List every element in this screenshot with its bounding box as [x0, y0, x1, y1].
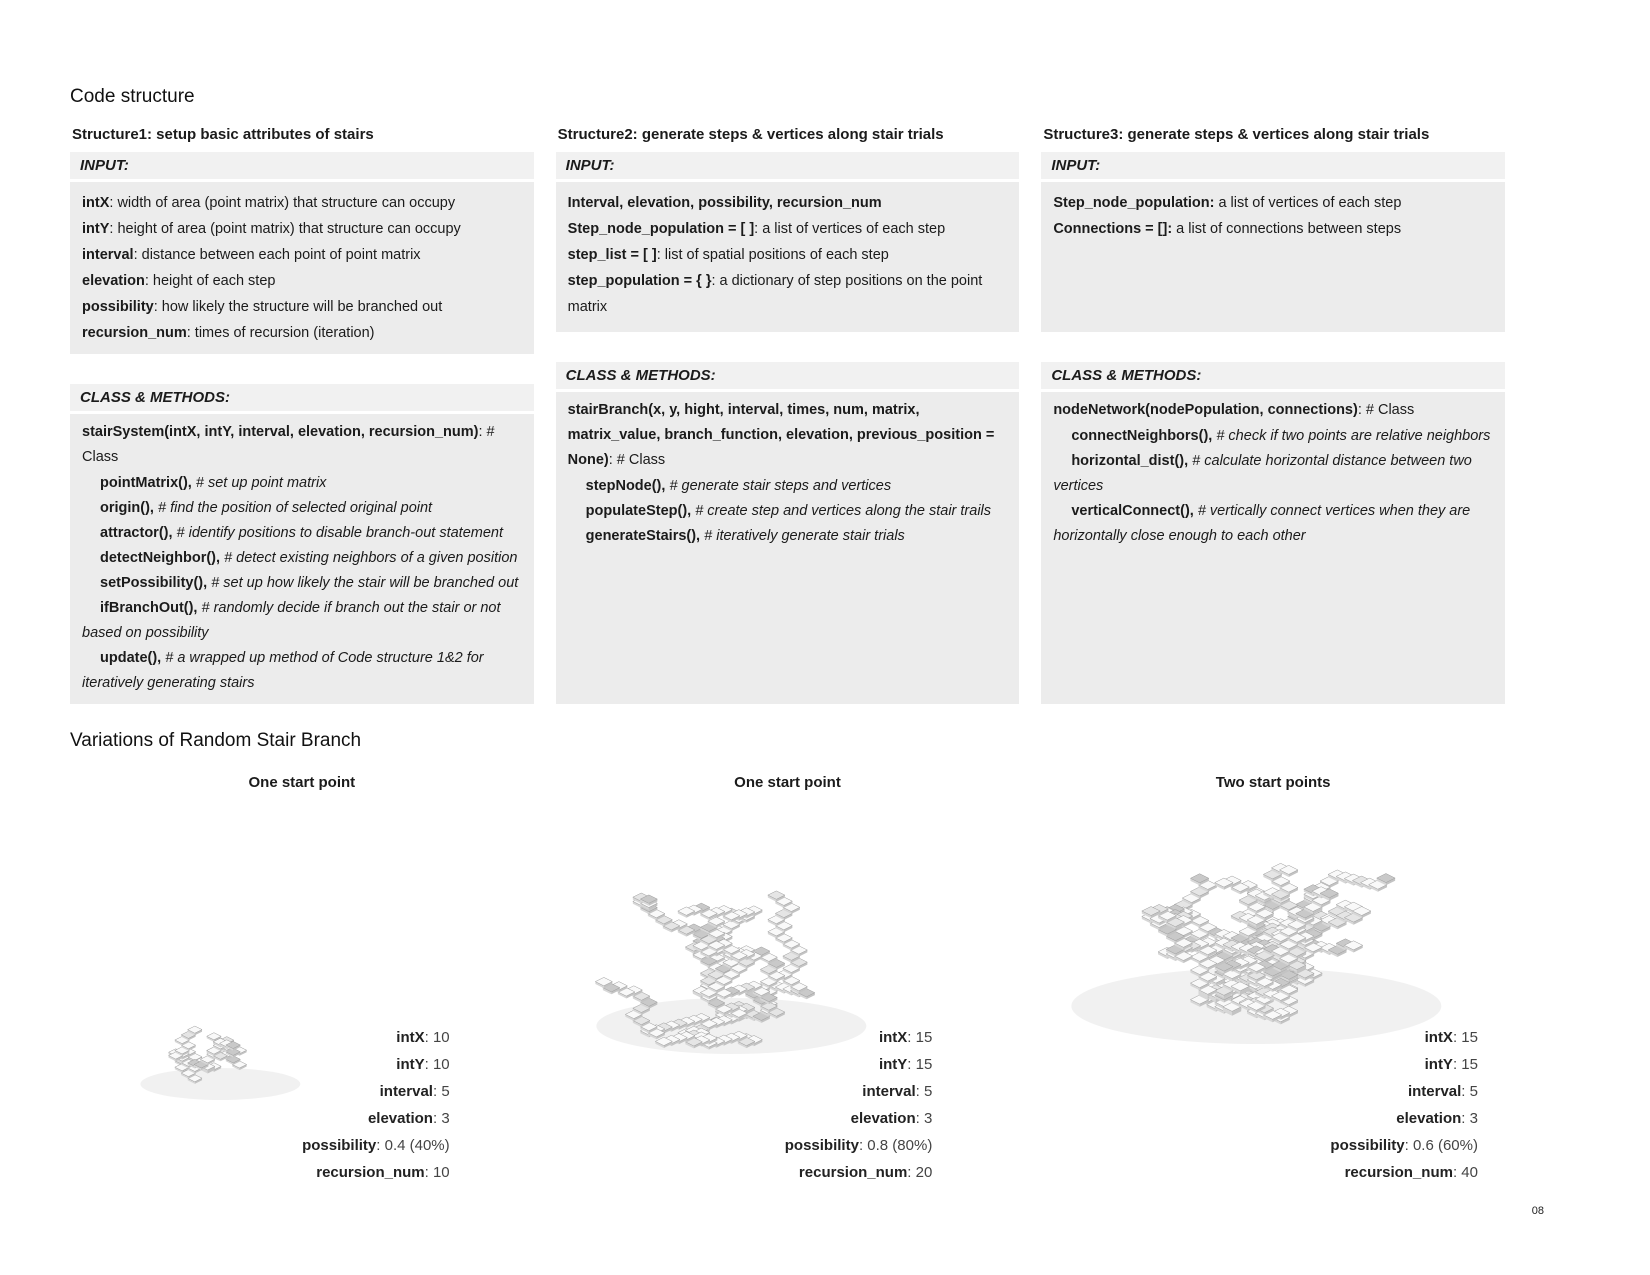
input-line: interval: distance between each point of point matrix — [82, 247, 421, 263]
param-line: intX : 15 — [1330, 1024, 1478, 1051]
param-line: interval : 5 — [302, 1078, 450, 1105]
input-line: step_list = [ ]: list of spatial positions of each step — [567, 247, 889, 263]
section-gap — [1041, 332, 1505, 362]
param-line: intX : 15 — [785, 1024, 933, 1051]
param-line: interval : 5 — [1330, 1078, 1478, 1105]
method-line: origin(), # find the position of selected original point — [100, 500, 433, 516]
param-line: possibility : 0.6 (60%) — [1330, 1132, 1478, 1159]
section-gap — [70, 354, 534, 384]
param-line: possibility : 0.8 (80%) — [785, 1132, 933, 1159]
param-line: elevation : 3 — [785, 1105, 933, 1132]
input-line: Step_node_population: a list of vertices of each step — [1053, 195, 1402, 211]
parameter-list — [302, 1024, 450, 1186]
method-line: connectNeighbors(), # check if two points are relative neighbors — [1071, 428, 1491, 444]
method-line: pointMatrix(), # set up point matrix — [100, 475, 327, 491]
input-list — [556, 182, 1020, 332]
methods-list — [1041, 392, 1505, 704]
section-gap — [556, 332, 1020, 362]
class-signature: stairBranch(x, y, hight, interval, times, num, matrix, matrix_value, branch_function, elevation, previous_position = None): # Class — [567, 402, 995, 468]
input-list — [70, 182, 534, 354]
input-section-label: INPUT: — [70, 152, 534, 179]
method-line: attractor(), # identify positions to disable branch-out statement — [100, 525, 503, 541]
structure-title: Structure2: generate steps & vertices along stair trials — [557, 126, 944, 143]
method-line: populateStep(), # create step and vertices along the stair trails — [585, 503, 992, 519]
param-line: interval : 5 — [785, 1078, 933, 1105]
method-line: setPossibility(), # set up how likely the stair will be branched out — [100, 575, 519, 591]
structure-column-1 — [70, 124, 534, 704]
class-signature: stairSystem(intX, intY, interval, elevation, recursion_num): # Class — [82, 424, 495, 465]
method-line: update(), # a wrapped up method of Code structure 1&2 for iteratively generating stairs — [82, 650, 484, 691]
structure-title: Structure1: setup basic attributes of stairs — [72, 126, 374, 143]
methods-list — [70, 414, 534, 704]
method-line: verticalConnect(), # vertically connect vertices when they are horizontally close enough to each other — [1053, 503, 1471, 544]
param-line: possibility : 0.4 (40%) — [302, 1132, 450, 1159]
param-line: intY : 15 — [1330, 1051, 1478, 1078]
methods-section-label: CLASS & METHODS: — [556, 362, 1020, 389]
param-line: recursion_num : 20 — [785, 1159, 933, 1186]
variation-cell-3 — [1041, 768, 1505, 1198]
input-line: recursion_num: times of recursion (iteration) — [82, 325, 375, 341]
input-section-label: INPUT: — [556, 152, 1020, 179]
param-line: intY : 10 — [302, 1051, 450, 1078]
methods-section-label: CLASS & METHODS: — [1041, 362, 1505, 389]
input-line: possibility: how likely the structure will be branched out — [82, 299, 443, 315]
method-line: detectNeighbor(), # detect existing neighbors of a given position — [100, 550, 518, 566]
parameter-list — [785, 1024, 933, 1186]
class-signature: nodeNetwork(nodePopulation, connections): # Class — [1053, 402, 1415, 418]
method-line: ifBranchOut(), # randomly decide if branch out the stair or not based on possibility — [82, 600, 501, 641]
variation-cell-2 — [556, 768, 1020, 1198]
structure-columns — [70, 124, 1505, 704]
param-line: elevation : 3 — [1330, 1105, 1478, 1132]
input-line: Connections = []: a list of connections between steps — [1053, 221, 1402, 237]
variation-title: One start point — [734, 774, 841, 791]
param-line: intY : 15 — [785, 1051, 933, 1078]
structure-title: Structure3: generate steps & vertices along stair trials — [1043, 126, 1430, 143]
variations-heading: Variations of Random Stair Branch — [70, 730, 362, 751]
methods-section-label: CLASS & METHODS: — [70, 384, 534, 411]
input-line: step_population = { }: a dictionary of step positions on the point matrix — [567, 273, 983, 315]
variation-title: Two start points — [1215, 774, 1331, 791]
method-line: stepNode(), # generate stair steps and vertices — [585, 478, 892, 494]
input-list — [1041, 182, 1505, 332]
code-structure-heading: Code structure — [70, 86, 195, 107]
input-line: intX: width of area (point matrix) that structure can occupy — [82, 195, 456, 211]
structure-column-3 — [1041, 124, 1505, 704]
input-line: intY: height of area (point matrix) that structure can occupy — [82, 221, 461, 237]
method-line: horizontal_dist(), # calculate horizontal distance between two vertices — [1053, 453, 1472, 494]
param-line: intX : 10 — [302, 1024, 450, 1051]
parameter-list — [1330, 1024, 1478, 1186]
param-line: elevation : 3 — [302, 1105, 450, 1132]
method-line: generateStairs(), # iteratively generate stair trials — [585, 528, 905, 544]
input-section-label: INPUT: — [1041, 152, 1505, 179]
param-line: recursion_num : 40 — [1330, 1159, 1478, 1186]
param-line: recursion_num : 10 — [302, 1159, 450, 1186]
page-number: 08 — [1531, 1205, 1544, 1217]
input-line: elevation: height of each step — [82, 273, 276, 289]
structure-column-2 — [556, 124, 1020, 704]
variation-cell-1 — [70, 768, 534, 1198]
methods-list — [556, 392, 1020, 704]
input-line: Interval, elevation, possibility, recursion_num — [567, 195, 882, 211]
variation-title: One start point — [248, 774, 356, 791]
input-line: Step_node_population = [ ]: a list of vertices of each step — [567, 221, 946, 237]
variation-columns — [70, 768, 1505, 1198]
